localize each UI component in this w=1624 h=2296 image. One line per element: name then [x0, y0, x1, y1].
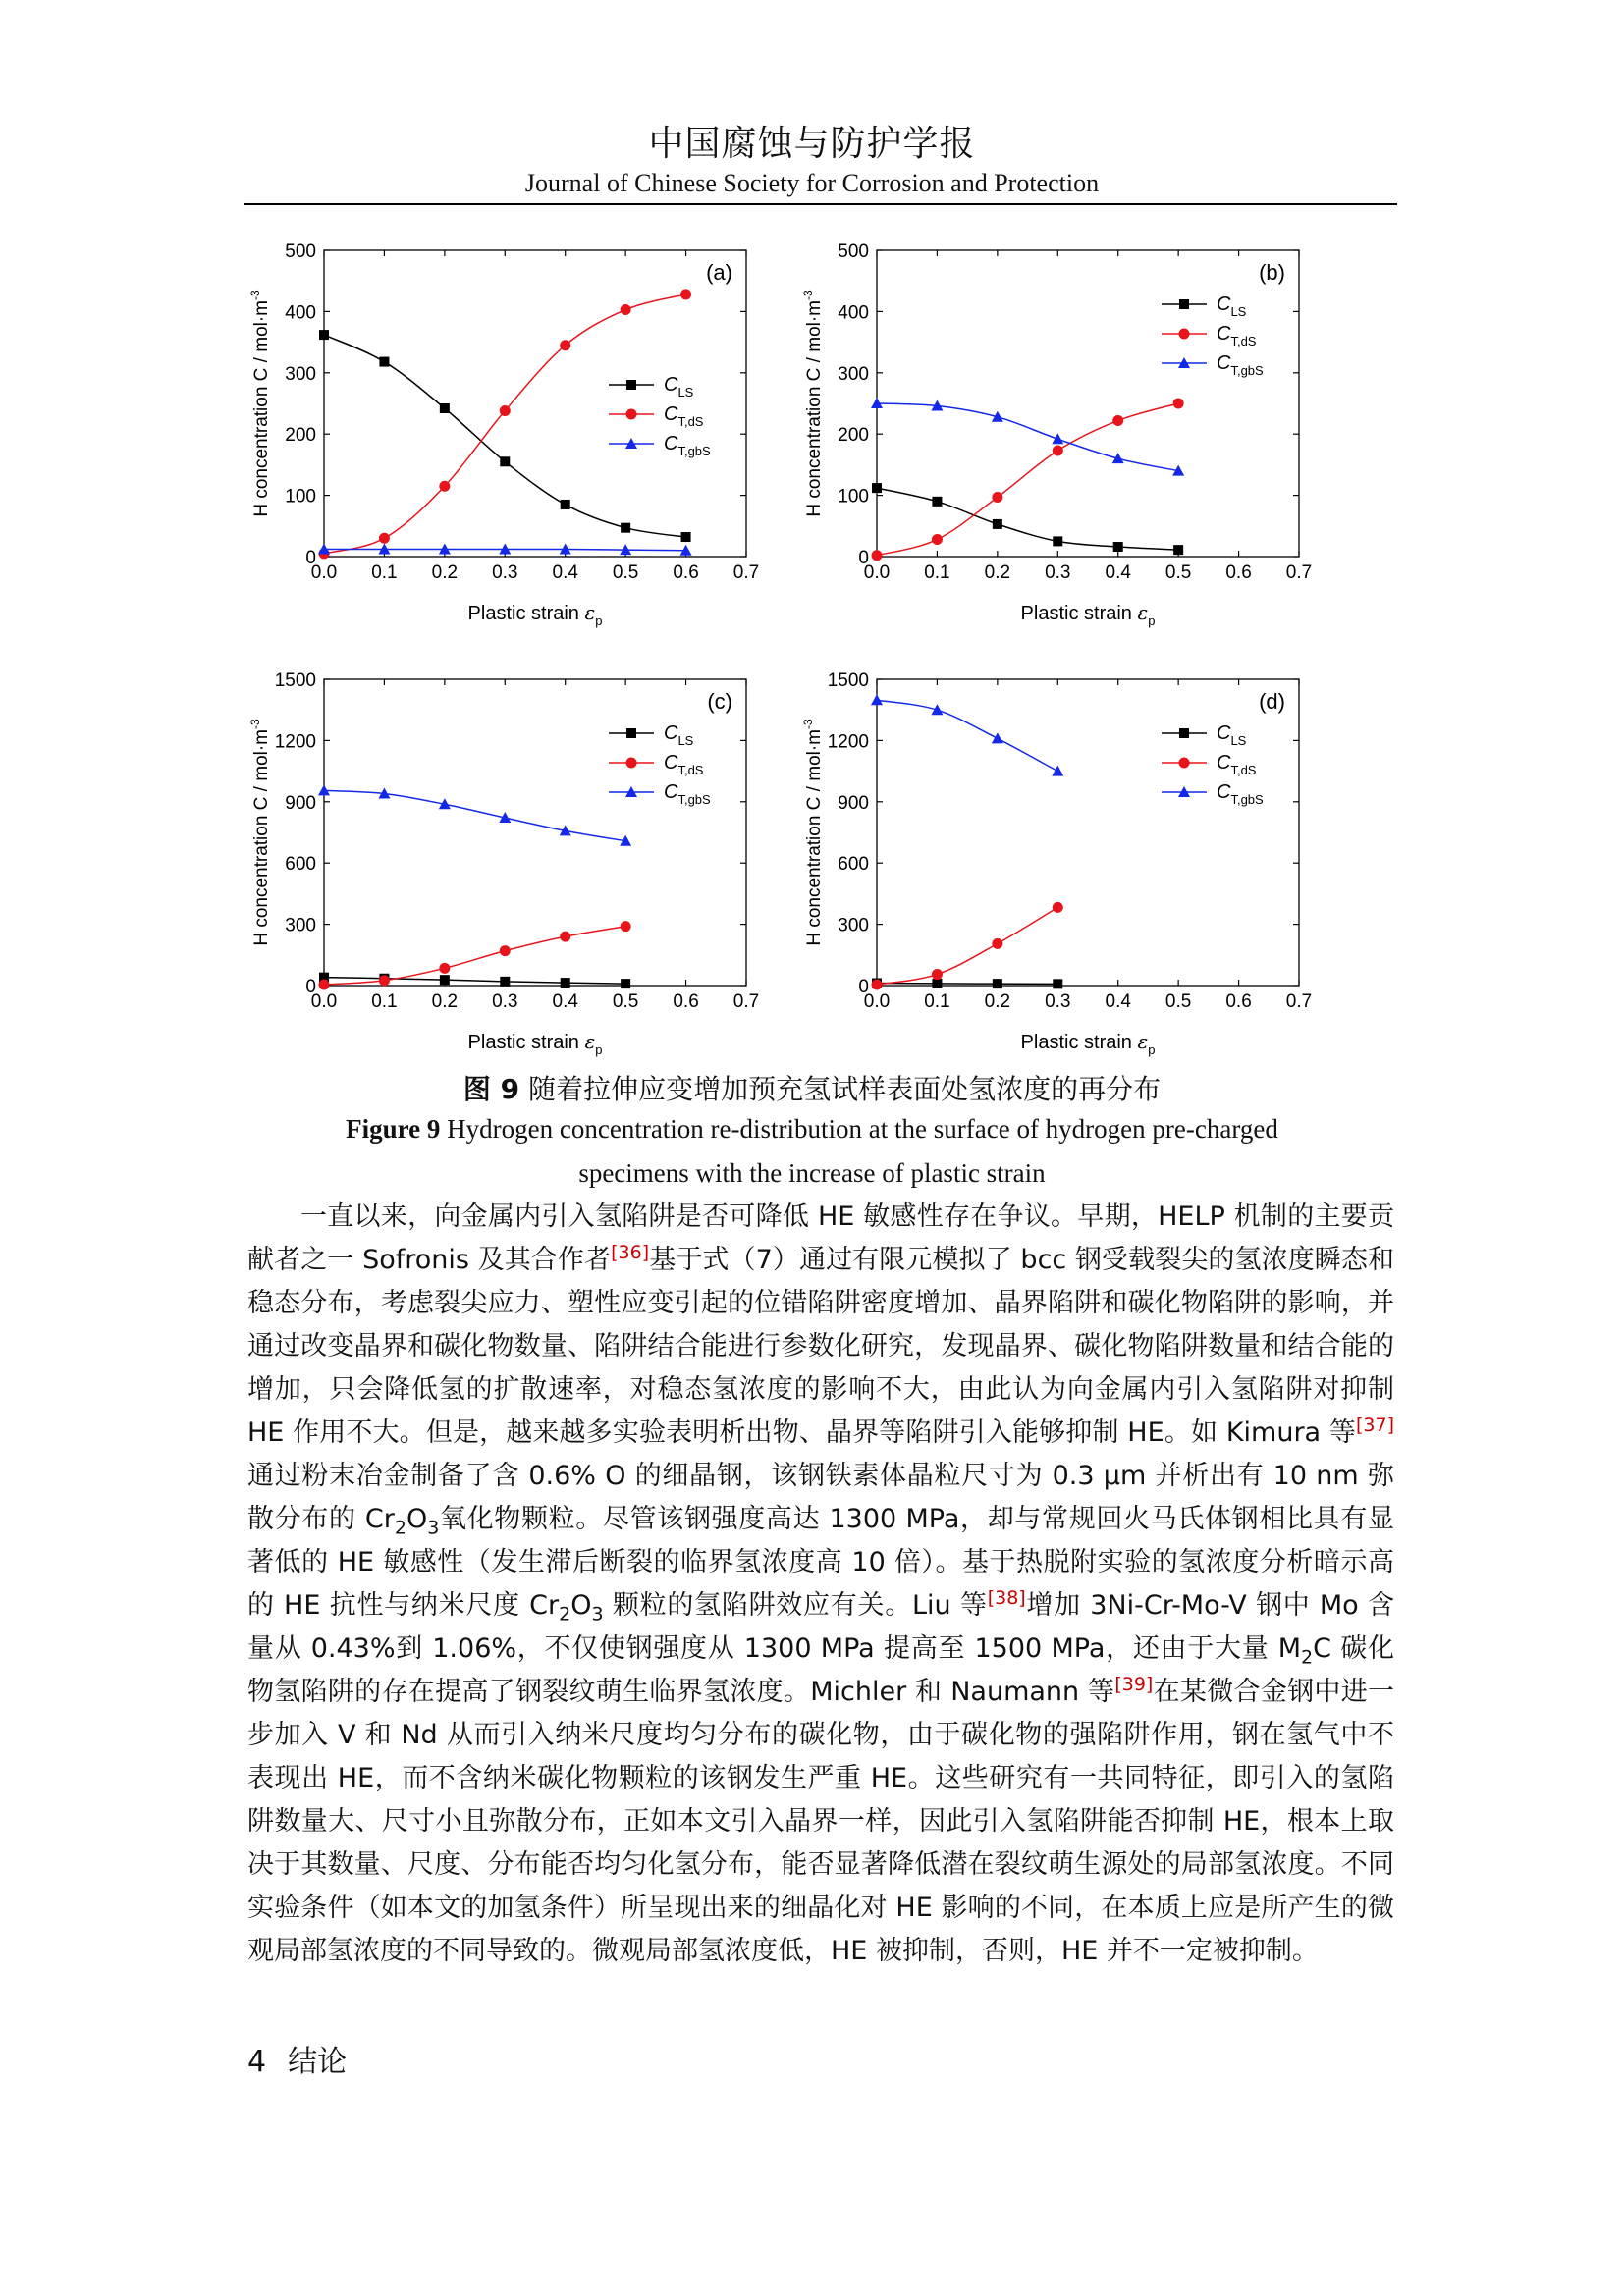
legend-label	[1217, 352, 1264, 378]
y-tick-label: 300	[838, 915, 869, 936]
legend-label	[1217, 781, 1264, 807]
legend-label	[1217, 294, 1247, 319]
y-tick-label: 0	[305, 548, 316, 568]
legend-subscript: T,dS	[1230, 763, 1257, 777]
series-line	[877, 403, 1178, 556]
legend-subscript: T,gbS	[677, 792, 711, 807]
x-tick-label: 0.0	[863, 991, 891, 1012]
series-tds	[872, 902, 1063, 990]
square-marker	[872, 483, 882, 493]
circle-marker	[626, 758, 637, 769]
x-axis-label	[1021, 601, 1156, 628]
y-axis-label	[801, 290, 825, 517]
x-axis-label-symbol: ε	[1137, 601, 1149, 624]
figure-caption-en-line2: specimens with the increase of plastic strain	[578, 1158, 1046, 1188]
legend-symbol: C	[1217, 352, 1231, 374]
x-tick-label: 0.5	[612, 991, 639, 1012]
square-marker	[626, 728, 636, 738]
y-tick-label: 100	[838, 486, 869, 507]
square-marker	[440, 403, 450, 413]
legend-subscript: T,dS	[677, 414, 704, 429]
series-line	[324, 978, 625, 984]
figure-caption-en-line1: Hydrogen concentration re-distribution at the surface of hydrogen pre-charged	[447, 1114, 1278, 1144]
y-tick-label: 500	[285, 241, 316, 262]
circle-marker	[560, 340, 570, 350]
y-axis-label-sup: -3	[801, 719, 815, 729]
y-tick-label: 600	[285, 854, 316, 876]
legend-entry	[609, 781, 711, 807]
legend-symbol: C	[1217, 722, 1231, 744]
x-axis-label-text: Plastic strain	[467, 603, 585, 624]
y-axis-label	[801, 719, 825, 946]
legend-label	[1217, 323, 1257, 348]
citation-39[interactable]: [39]	[1114, 1674, 1154, 1695]
circle-marker	[872, 550, 883, 561]
square-marker	[626, 380, 636, 390]
citation-36[interactable]: [36]	[611, 1242, 650, 1263]
series-tgbs	[318, 544, 692, 556]
y-tick-label: 0	[305, 977, 316, 997]
x-tick-label: 0.7	[732, 562, 760, 583]
square-marker	[932, 497, 942, 507]
y-axis-label-text: H concentration C / mol·m	[251, 299, 272, 517]
legend-entry	[609, 433, 711, 458]
y-tick-label: 900	[838, 792, 869, 814]
series-tgbs	[318, 784, 631, 845]
x-tick-label: 0.3	[1045, 562, 1071, 583]
panel-label: (d)	[1259, 689, 1285, 714]
y-tick-label: 400	[838, 302, 869, 324]
figure-label-en: Figure 9	[346, 1114, 441, 1144]
legend-symbol: C	[664, 374, 678, 396]
x-tick-label: 0.1	[371, 562, 398, 583]
x-tick-label: 0.5	[1164, 991, 1192, 1012]
x-axis-label-symbol: ε	[1137, 1030, 1149, 1053]
legend-label	[1217, 752, 1257, 777]
triangle-marker	[992, 732, 1003, 743]
body-text-1: 一直以来，向金属内引入氢陷阱是否可降低 HE 敏感性存在争议。早期，HELP 机制的主要贡献者之一 Sofronis 及其合作者	[247, 1201, 1394, 1275]
circle-marker	[500, 945, 511, 956]
x-tick-label: 0.6	[673, 991, 699, 1012]
x-tick-label: 0.6	[673, 562, 699, 583]
legend-entry	[1162, 722, 1247, 748]
x-tick-label: 0.2	[431, 991, 459, 1012]
square-marker	[500, 977, 510, 987]
chart-panel-c	[226, 655, 776, 1077]
y-axis-label-sup: -3	[801, 290, 815, 300]
circle-marker	[1173, 399, 1184, 409]
x-tick-label: 0.0	[310, 562, 338, 583]
legend-symbol: C	[664, 403, 678, 425]
body-text-7: C 碳化物氢陷阱的存在提高了钢裂纹萌生临界氢浓度。Michler 和 Naumann 等	[247, 1633, 1394, 1707]
y-tick-label: 300	[838, 363, 869, 385]
series-ls	[319, 973, 630, 988]
x-tick-label: 0.4	[552, 562, 578, 583]
x-axis-label-sub: p	[595, 614, 603, 628]
legend-symbol: C	[1217, 752, 1231, 774]
square-marker	[993, 519, 1002, 529]
circle-marker	[992, 938, 1002, 949]
y-tick-label: 200	[838, 425, 869, 447]
legend-entry	[609, 403, 704, 429]
circle-marker	[621, 304, 631, 315]
square-marker	[561, 500, 570, 509]
formula-text: O	[570, 1590, 592, 1621]
series-line	[324, 927, 625, 985]
y-tick-label: 100	[285, 486, 316, 507]
legend-entry	[609, 752, 704, 777]
x-tick-label: 0.1	[924, 991, 950, 1012]
journal-title-en: Journal of Chinese Society for Corrosion and Protection	[524, 169, 1100, 197]
x-tick-label: 0.7	[1285, 991, 1313, 1012]
circle-marker	[560, 932, 570, 942]
x-tick-label: 0.1	[924, 562, 950, 583]
legend-entry	[1162, 752, 1257, 777]
citation-37[interactable]: [37]	[1355, 1415, 1394, 1436]
series-tds	[319, 921, 631, 989]
panel-label: (b)	[1259, 260, 1285, 285]
circle-marker	[379, 975, 390, 986]
x-tick-label: 0.2	[431, 562, 459, 583]
y-tick-label: 1500	[827, 670, 869, 691]
x-tick-label: 0.1	[371, 991, 398, 1012]
legend-subscript: T,gbS	[1230, 792, 1264, 807]
journal-title-cn: 中国腐蚀与防护学报	[648, 124, 976, 164]
figure-label-cn: 图 9	[462, 1073, 520, 1105]
body-text-3: 通过粉末冶金制备了含 0.6% O 的细晶钢，该钢铁素体晶粒尺寸为 0.3 μm 并析出有 10 nm 弥散分布的 Cr	[247, 1461, 1394, 1534]
square-marker	[1113, 542, 1123, 552]
legend-subscript: T,gbS	[1230, 363, 1264, 378]
x-tick-label: 0.3	[492, 991, 518, 1012]
circle-marker	[680, 289, 691, 299]
triangle-marker	[1052, 433, 1063, 444]
square-marker	[561, 978, 570, 988]
section-heading	[247, 2037, 368, 2080]
body-paragraph	[247, 1196, 1394, 1973]
x-tick-label: 0.7	[1285, 562, 1313, 583]
y-tick-label: 600	[838, 854, 869, 876]
circle-marker	[1179, 758, 1190, 769]
y-tick-label: 400	[285, 302, 316, 324]
y-tick-label: 300	[285, 915, 316, 936]
subscript: 3	[427, 1517, 440, 1539]
body-text-6: 增加 3Ni-Cr-Mo-V 钢中 Mo 含量从 0.43%到 1.06%，不仅使钢强度从 1300 MPa 提高至 1500 MPa，还由于大量 M	[247, 1590, 1394, 1664]
legend-entry	[1162, 294, 1247, 319]
series-line	[324, 790, 625, 840]
circle-marker	[621, 921, 631, 932]
series-line	[324, 294, 686, 554]
y-tick-label: 500	[838, 241, 869, 262]
series-line	[877, 403, 1178, 471]
legend-entry	[1162, 781, 1264, 807]
x-tick-label: 0.6	[1225, 562, 1252, 583]
x-tick-label: 0.4	[1105, 991, 1131, 1012]
x-axis-label-symbol: ε	[584, 1030, 596, 1053]
x-axis-label	[1021, 1030, 1156, 1057]
y-axis-label-sup: -3	[248, 290, 262, 300]
circle-marker	[932, 969, 943, 980]
y-tick-label: 900	[285, 792, 316, 814]
x-tick-label: 0.3	[1045, 991, 1071, 1012]
series-ls	[872, 979, 1062, 989]
y-tick-label: 0	[858, 548, 869, 568]
square-marker	[319, 330, 329, 340]
square-marker	[500, 456, 510, 466]
x-axis-label-text: Plastic strain	[467, 1032, 585, 1053]
y-axis-label	[248, 290, 272, 517]
y-axis-label-text: H concentration C / mol·m	[804, 299, 825, 517]
y-tick-label: 1500	[274, 670, 316, 691]
circle-marker	[932, 534, 943, 545]
legend-symbol: C	[664, 433, 678, 454]
legend-subscript: T,dS	[677, 763, 704, 777]
plot-frame	[324, 679, 746, 986]
y-axis-label	[248, 719, 272, 946]
circle-marker	[439, 963, 450, 974]
series-tds	[872, 399, 1184, 561]
circle-marker	[1179, 329, 1190, 340]
x-tick-label: 0.3	[492, 562, 518, 583]
circle-marker	[319, 979, 330, 989]
series-tds	[319, 289, 692, 559]
chart-panel-b	[779, 226, 1328, 648]
square-marker	[1179, 299, 1189, 309]
figure-caption-en	[0, 1114, 1624, 1145]
y-tick-label: 200	[285, 425, 316, 447]
square-marker	[932, 979, 942, 988]
y-tick-label: 1200	[827, 731, 869, 753]
x-axis-label-symbol: ε	[584, 601, 596, 624]
x-tick-label: 0.4	[552, 991, 578, 1012]
header-rule	[244, 203, 1397, 205]
legend-symbol: C	[1217, 323, 1231, 345]
series-line	[877, 700, 1057, 771]
legend-symbol: C	[1217, 294, 1231, 315]
y-tick-label: 0	[858, 977, 869, 997]
x-tick-label: 0.6	[1225, 991, 1252, 1012]
legend-symbol: C	[664, 781, 678, 803]
series-line	[877, 984, 1057, 985]
x-tick-label: 0.5	[1164, 562, 1192, 583]
plot-frame	[877, 679, 1299, 986]
panel-label: (a)	[706, 260, 732, 285]
circle-marker	[500, 405, 511, 416]
subscript: 3	[591, 1603, 604, 1626]
square-marker	[1173, 545, 1183, 555]
section-title: 结论	[288, 2045, 348, 2079]
legend-label	[1217, 722, 1247, 748]
x-axis-label-text: Plastic strain	[1020, 603, 1138, 624]
legend-symbol: C	[664, 722, 678, 744]
figure-caption-cn-text: 随着拉伸应变增加预充氢试样表面处氢浓度的再分布	[528, 1073, 1162, 1105]
legend-label	[664, 781, 711, 807]
square-marker	[379, 357, 389, 367]
body-text-2: 基于式（7）通过有限元模拟了 bcc 钢受载裂尖的氢浓度瞬态和稳态分布，考虑裂尖应力、塑性应变引起的位错陷阱密度增加、晶界陷阱和碳化物陷阱的影响，并通过改变晶界和碳化物数量、陷阱结合能进行参数化研究，发现晶界、碳化物陷阱数量和结合能的增加，只会降低氢的扩散速率，对稳态氢浓度的影响不大，由此认为向金属内引入氢陷阱对抑制 HE 作用不大。但是，越来越多实验表明析出物、晶界等陷阱引入能够抑制 HE。如 Kimura 等	[247, 1245, 1394, 1448]
x-tick-label: 0.2	[984, 991, 1011, 1012]
square-marker	[1179, 728, 1189, 738]
plot-frame	[877, 250, 1299, 557]
y-axis-label-text: H concentration C / mol·m	[251, 728, 272, 946]
chart-panel-a	[226, 226, 776, 648]
circle-marker	[992, 492, 1002, 503]
legend-label	[664, 433, 711, 458]
legend-entry	[1162, 323, 1257, 348]
legend-entry	[609, 722, 694, 748]
square-marker	[440, 975, 450, 985]
square-marker	[1053, 979, 1062, 988]
x-tick-label: 0.0	[310, 991, 338, 1012]
chart-panel-d	[779, 655, 1328, 1077]
formula-text: O	[406, 1504, 428, 1534]
legend-subscript: T,gbS	[677, 444, 711, 458]
legend-subscript: T,dS	[1230, 334, 1257, 348]
series-line	[324, 335, 686, 537]
series-tgbs	[871, 398, 1184, 476]
circle-marker	[439, 481, 450, 492]
square-marker	[993, 979, 1002, 988]
y-tick-label: 300	[285, 363, 316, 385]
x-tick-label: 0.7	[732, 991, 760, 1012]
legend-label	[664, 752, 704, 777]
figure-caption-cn	[0, 1068, 1624, 1107]
square-marker	[621, 979, 630, 988]
circle-marker	[1112, 415, 1123, 426]
legend-entry	[609, 374, 694, 400]
legend-label	[664, 374, 694, 400]
body-text-4: 氧化物颗粒。尽管该钢强度高达 1300 MPa，却与常规回火马氏体钢相比具有显著低的 HE 敏感性（发生滞后断裂的临界氢浓度高 10 倍）。基于热脱附实验的氢浓度分析暗示高的 HE 抗性与纳米尺度 Cr	[247, 1504, 1394, 1621]
series-line	[877, 488, 1178, 550]
subscript: 2	[394, 1517, 406, 1539]
subscript: 2	[559, 1603, 571, 1626]
x-axis-label-sub: p	[1148, 614, 1156, 628]
body-text-5: 颗粒的氢陷阱效应有关。Liu 等	[603, 1590, 988, 1621]
square-marker	[621, 523, 630, 533]
circle-marker	[626, 409, 637, 420]
circle-marker	[1053, 902, 1063, 913]
x-tick-label: 0.2	[984, 562, 1011, 583]
circle-marker	[872, 979, 883, 989]
legend-label	[664, 403, 704, 429]
y-axis-label-text: H concentration C / mol·m	[804, 728, 825, 946]
series-ls	[872, 483, 1183, 555]
y-axis-label-sup: -3	[248, 719, 262, 729]
legend-symbol: C	[664, 752, 678, 774]
x-axis-label-sub: p	[595, 1042, 603, 1057]
series-line	[877, 907, 1057, 985]
citation-38[interactable]: [38]	[987, 1587, 1026, 1609]
panel-label: (c)	[707, 689, 732, 714]
legend-symbol: C	[1217, 781, 1231, 803]
x-axis-label-sub: p	[1148, 1042, 1156, 1057]
legend-subscript: LS	[677, 733, 694, 748]
circle-marker	[1053, 446, 1063, 456]
subscript: 2	[1301, 1646, 1314, 1669]
x-axis-label	[468, 601, 603, 628]
legend-entry	[1162, 352, 1264, 378]
section-number: 4	[247, 2045, 267, 2079]
series-tgbs	[871, 694, 1063, 775]
x-tick-label: 0.5	[612, 562, 639, 583]
x-tick-label: 0.0	[863, 562, 891, 583]
x-axis-label-text: Plastic strain	[1020, 1032, 1138, 1053]
legend-subscript: LS	[1230, 733, 1247, 748]
circle-marker	[379, 533, 390, 544]
square-marker	[681, 532, 691, 542]
triangle-marker	[871, 694, 883, 705]
legend-label	[664, 722, 694, 748]
legend-subscript: LS	[1230, 304, 1247, 319]
y-tick-label: 1200	[274, 731, 316, 753]
x-tick-label: 0.4	[1105, 562, 1131, 583]
triangle-marker	[1052, 766, 1063, 776]
square-marker	[1053, 536, 1062, 546]
legend-subscript: LS	[677, 385, 694, 400]
x-axis-label	[468, 1030, 603, 1057]
body-text-8: 在某微合金钢中进一步加入 V 和 Nd 从而引入纳米尺度均匀分布的碳化物，由于碳化物的强陷阱作用，钢在氢气中不表现出 HE，而不含纳米碳化物颗粒的该钢发生严重 HE。这些研究有一共同特征，即引入的氢陷阱数量大、尺寸小且弥散分布，正如本文引入晶界一样，因此引入氢陷阱能否抑制 HE，根本上取决于其数量、尺度、分布能否均匀化氢分布，能否显著降低潜在裂纹萌生源处的局部氢浓度。不同实验条件（如本文的加氢条件）所呈现出来的细晶化对 HE 影响的不同，在本质上应是所产生的微观局部氢浓度的不同导致的。微观局部氢浓度低，HE 被抑制，否则，HE 并不一定被抑制。	[247, 1677, 1395, 1966]
